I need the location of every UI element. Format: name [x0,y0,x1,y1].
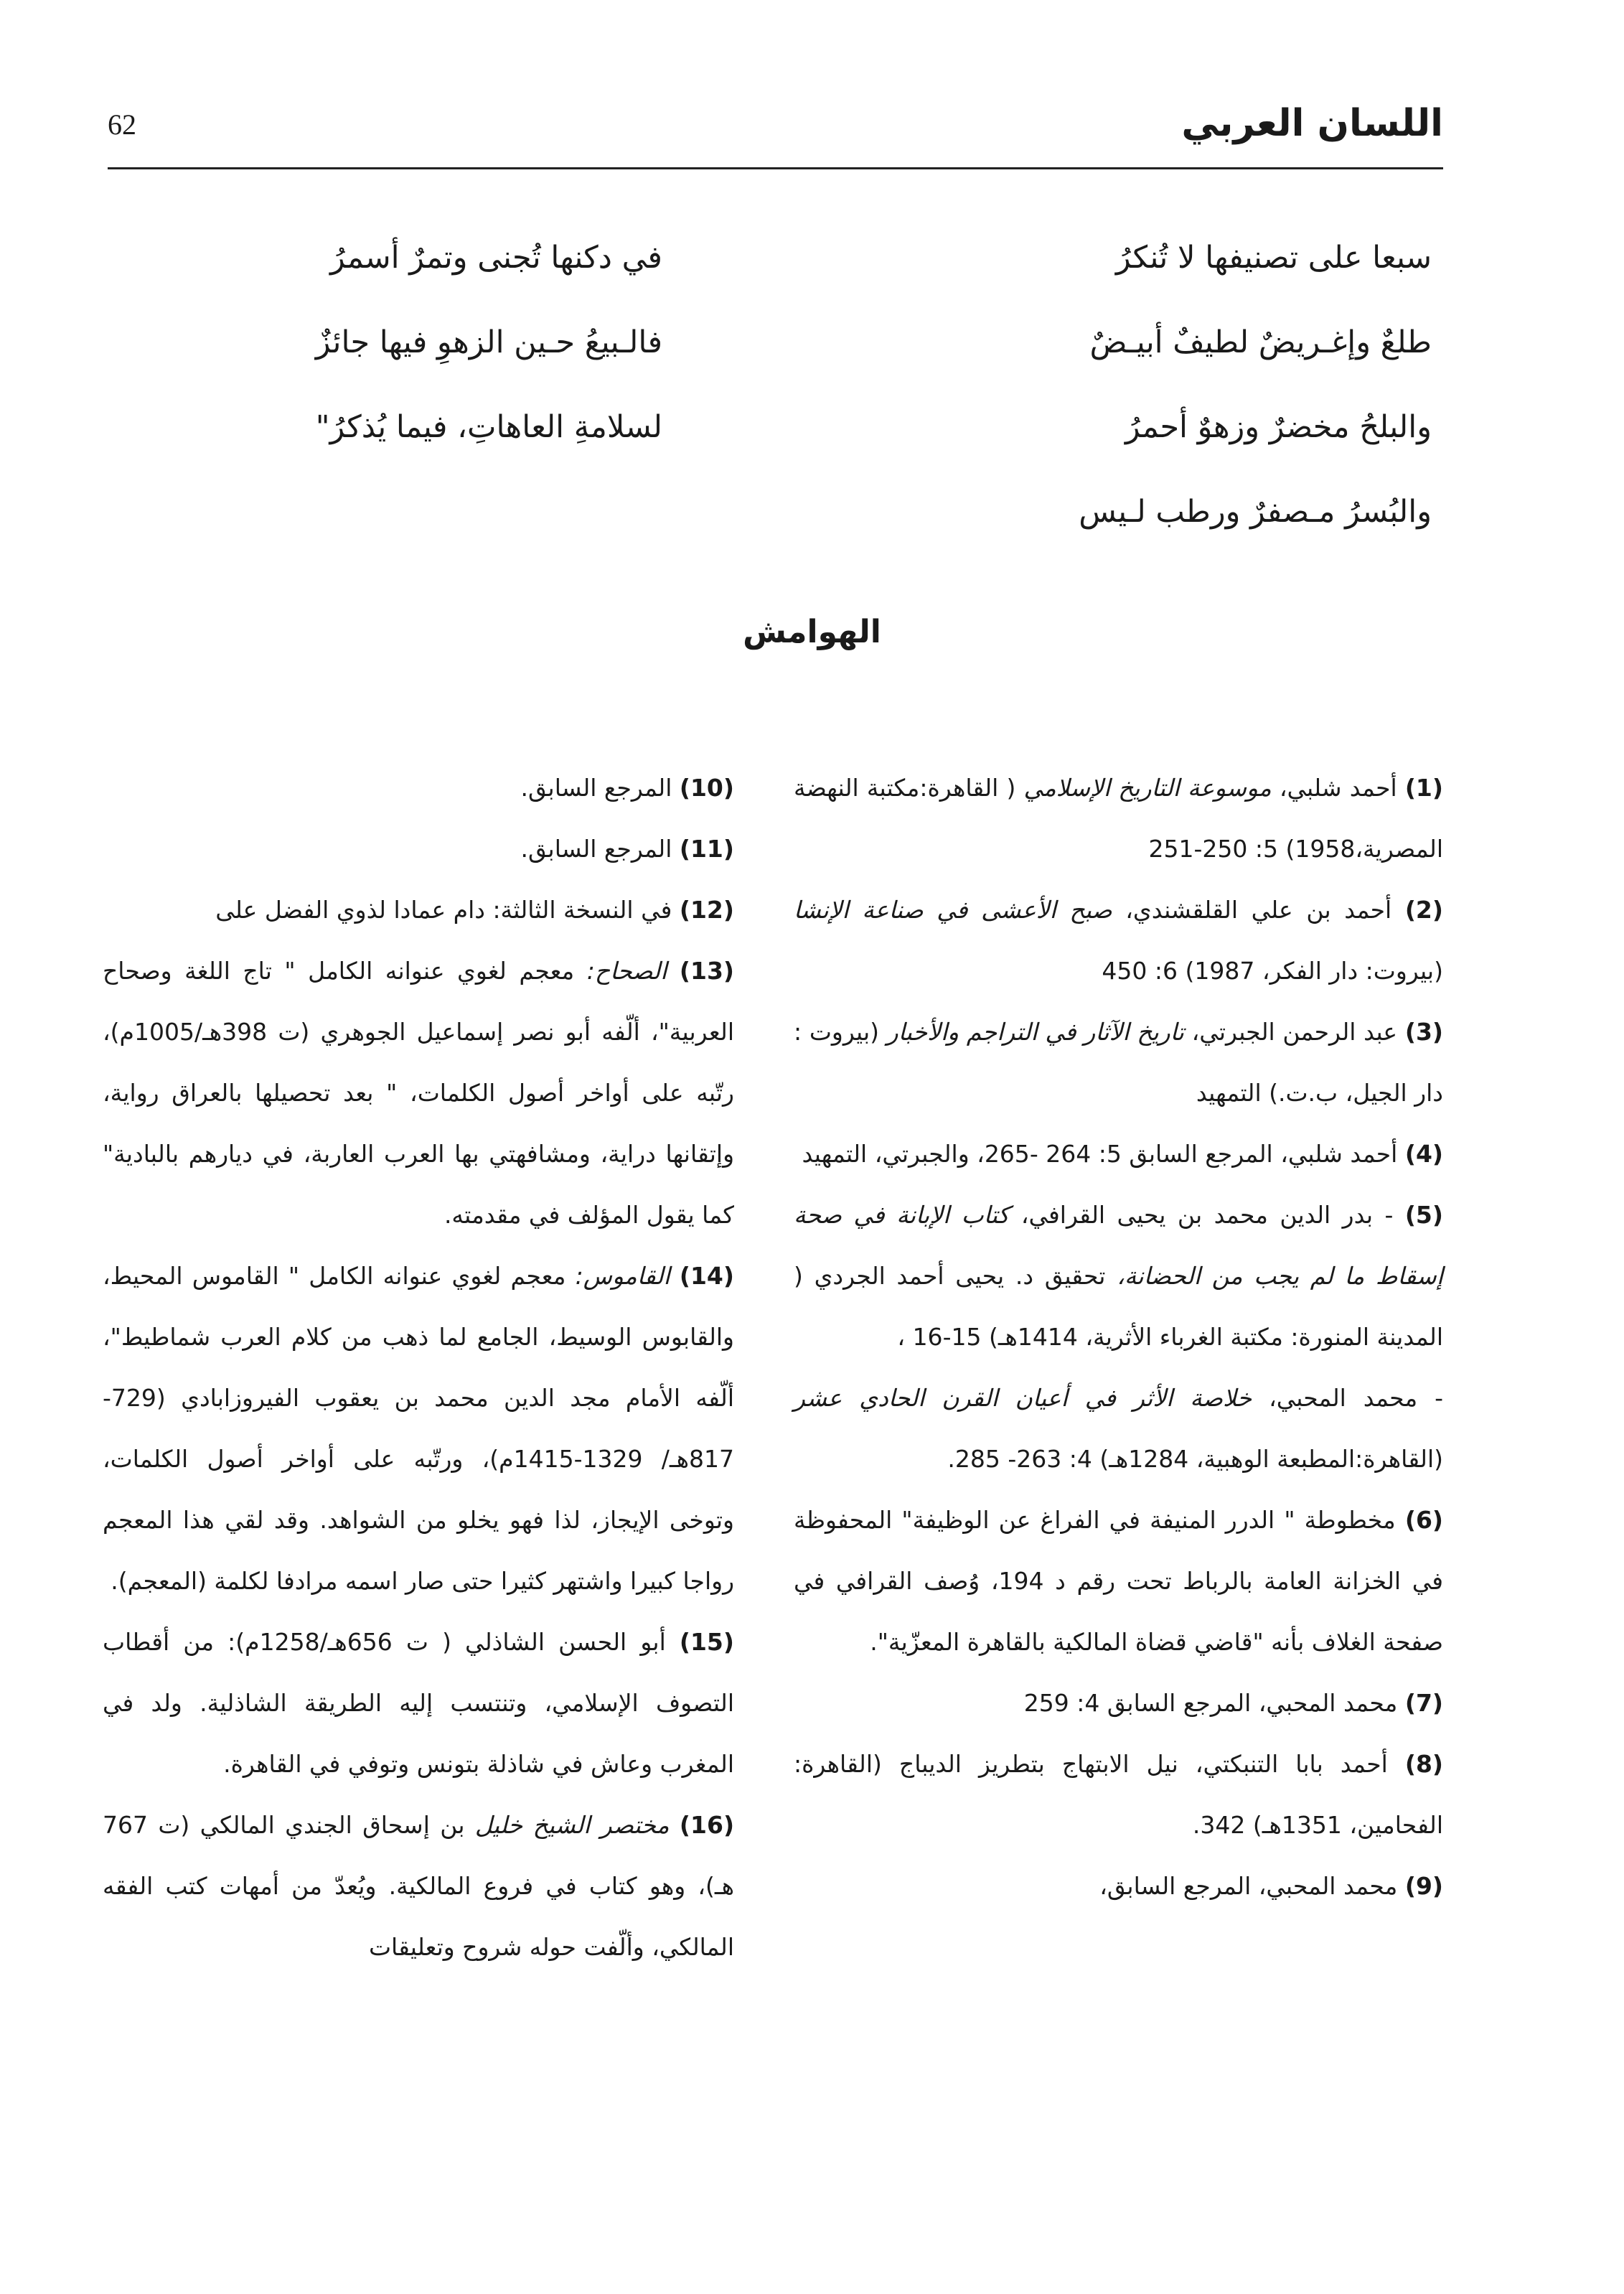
poem-verse: في دكنها تُجنى وتمرٌ أسمرُ [329,240,662,276]
footnote-details: ( القاهرة:مكتبة النهضة المصرية،1958) 5: 250-251 [794,774,1443,863]
footnote-author: أبو الحسن الشاذلي ( ت 656هـ/1258م): من أقطاب التصوف الإسلامي، وتنتسب إليه الطريقة الشاذلية. ولد في المغرب وعاش في شاذلة بتونس وتوفي في القاهرة. [103,1628,734,1778]
footnote-number: (7) [1404,1689,1443,1717]
footnote-author: أحمد شلبي، المرجع السابق 5: 264 -265، والجبرتي، التمهيد [802,1140,1398,1168]
footnote [794,1672,1443,1733]
footnote-details: (القاهرة:المطبعة الوهبية، 1284هـ) 4: 263- 285. [947,1445,1443,1473]
poem-verse: طلعٌ وإغـريضٌ لطيفٌ أبيـضٌ [1089,324,1432,360]
footnote-number: (11) [679,835,734,863]
footnote [794,879,1443,1001]
footnote-details: تحقيق د. يحيى أحمد الجردي ( المدينة المنورة: مكتبة الغرباء الأثرية، 1414هـ) 15-16 ، [794,1262,1443,1351]
footnote [794,1855,1443,1916]
footnote-details: معجم لغوي عنوانه الكامل " تاج اللغة وصحاح العربية"، ألّفه أبو نصر إسماعيل الجوهري (ت 398هـ/1005م)، رتّبه على أواخر أصول الكلمات، " بعد تحصيلها بالعراق رواية، وإتقانها دراية، ومشافهتي بها العرب العاربة، في ديارهم بالبادية" كما يقول المؤلف في مقدمته. [103,957,734,1229]
footnote-author: عبد الرحمن الجبرتي، [1191,1018,1398,1046]
footnote [103,818,734,879]
footnote-title: تاريخ الآثار في التراجم والأخبار [886,1018,1184,1046]
footnote-title: الصحاح: [586,957,667,985]
footnote [794,1001,1443,1123]
footnote [103,1611,734,1794]
footnote-title: خلاصة الأثر في أعيان القرن الحادي عشر [794,1384,1252,1412]
footnote-author: أحمد بابا التنبكتي، نيل الابتهاج بتطريز الديباج (القاهرة: الفحامين، 1351هـ) 342. [794,1750,1443,1839]
footnote-author: المرجع السابق. [520,774,672,802]
footnote-title: القاموس: [575,1262,670,1290]
poem-verse: سبعا على تصنيفها لا تُنكرُ [1115,240,1432,276]
footnote-number: (15) [679,1628,734,1656]
footnote-number: (1) [1404,774,1443,802]
journal-title-logo: اللسان العربي [1181,102,1443,145]
footnote-author: محمد المحبي، المرجع السابق، [1099,1872,1398,1900]
footnote-number: (10) [679,774,734,802]
footnote-author: - محمد المحبي، [1269,1384,1444,1412]
footnote-details: (بيروت : دار الجيل، ب.ت.) التمهيد [794,1018,1443,1107]
footnote-number: (2) [1404,896,1443,924]
footnote-number: (14) [679,1262,734,1290]
footnote [794,1123,1443,1184]
poem-verse: والبُسرُ مـصفرٌ ورطب لـيس [1079,494,1432,530]
footnote-number: (8) [1404,1750,1443,1778]
footnote [103,757,734,818]
footnote-details: بن إسحاق الجندي المالكي (ت 767 هـ)، وهو كتاب في فروع المالكية. ويُعدّ من أمهات كتب الفقه المالكي، وألّفت حوله شروح وتعليقات [103,1811,734,1961]
footnote-author: أحمد بن علي القلقشندي، [1125,896,1392,924]
footnote [103,879,734,940]
footnote-number: (5) [1404,1201,1443,1229]
footnote-number: (16) [679,1811,735,1839]
footnote [794,1489,1443,1672]
footnote-author: المرجع السابق. [520,835,672,863]
footnote [103,1794,734,1977]
footnote-number: (13) [679,957,735,985]
section-title: الهوامش [743,614,881,650]
footnote [103,1245,734,1611]
footnote-number: (3) [1404,1018,1443,1046]
footnote [794,757,1443,879]
footnote [103,940,734,1245]
footnote-number: (12) [679,896,734,924]
footnote-author: مخطوطة " الدرر المنيفة في الفراغ عن الوظيفة" المحفوظة في الخزانة العامة بالرباط تحت رقم د 194، وُصف القرافي في صفحة الغلاف بأنه "قاضي قضاة المالكية بالقاهرة المعزّية". [794,1506,1444,1656]
footnote-number: (9) [1404,1872,1443,1900]
footnote [794,1733,1443,1855]
poem-column-right [915,215,1432,554]
poem-verse: والبلحُ مخضرٌ وزهوٌ أحمرُ [1125,409,1432,445]
footnote-details: معجم لغوي عنوانه الكامل " القاموس المحيط، والقابوس الوسيط، الجامع لما ذهب من كلام العرب شماطيط"، ألّفه الأمام مجد الدين محمد بن يعقوب الفيروزابادي (729-817هـ/ 1329-1415م)، ورتّبه على أواخر أصول الكلمات، وتوخى الإيجاز، لذا فهو يخلو من الشواهد. وقد لقي هذا المعجم رواجا كبيرا واشتهر كثيرا حتى صار اسمه مرادفا لكلمة (المعجم). [103,1262,734,1595]
footnote [794,1184,1443,1367]
footnote-title: مختصر الشيخ خليل [474,1811,670,1839]
footnote-number: (4) [1404,1140,1443,1168]
footnote-author: أحمد شلبي، [1279,774,1397,802]
header-divider [108,167,1443,169]
poem-verse: لسلامةِ العاهاتِ، فيما يُذكرُ" [315,409,662,445]
footnote-title: صبح الأعشى في صناعة الإنشا [794,896,1112,924]
footnote-author: في النسخة الثالثة: دام عمادا لذوي الفضل على [215,896,672,924]
footnote-author: محمد المحبي، المرجع السابق 4: 259 [1023,1689,1398,1717]
footnote-number: (6) [1404,1506,1443,1534]
footnote-title: موسوعة التاريخ الإسلامي [1023,774,1272,802]
footnote-author: - بدر الدين محمد بن يحيى القرافي، [1020,1201,1394,1229]
footnotes-column-right [794,757,1443,1916]
footnote-title: كتاب الإبانة في صحة إسقاط ما لم يجب من الحضانة، [794,1201,1443,1290]
footnote [794,1367,1443,1489]
footnote-details: (بيروت: دار الفكر، 1987) 6: 450 [1102,957,1443,985]
poem-verse: فالـبيعُ حـين الزهوِ فيها جائزٌ [315,324,662,360]
poem-column-left [203,215,662,469]
page-number: 62 [108,108,136,141]
footnotes-column-left [103,757,734,1977]
